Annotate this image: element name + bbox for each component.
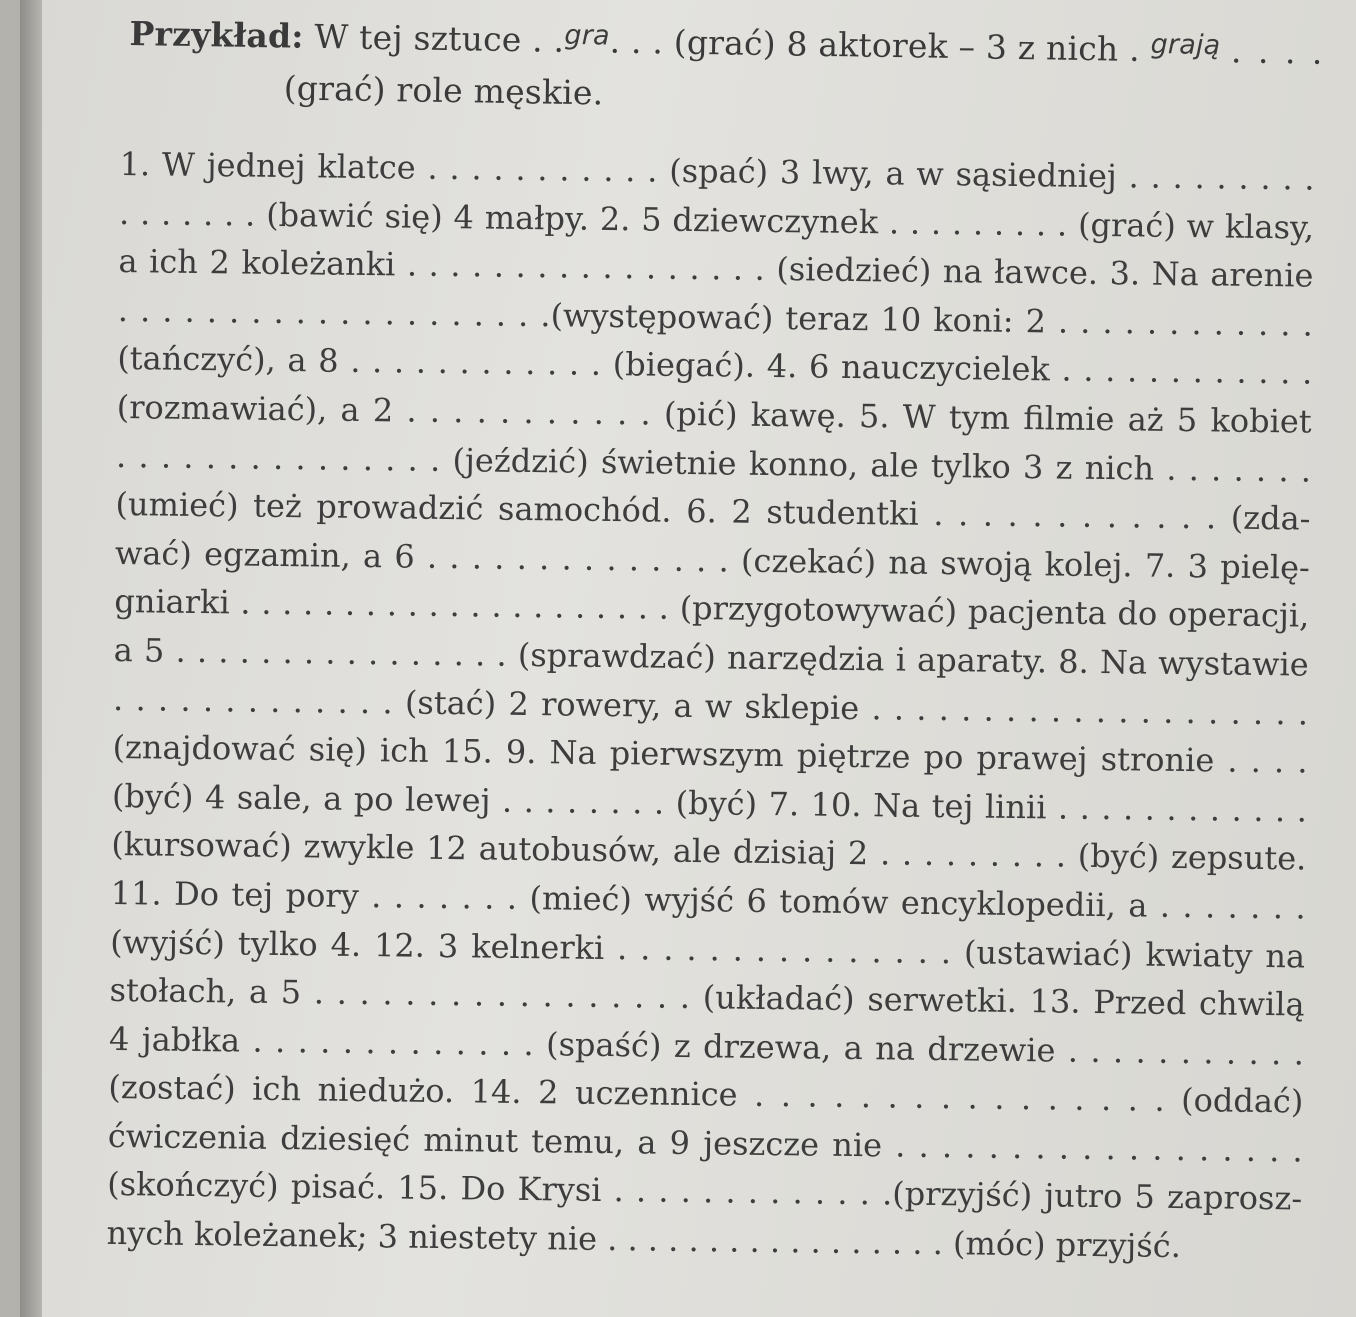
exercise-line: (wyjść) tylko 4. 12. 3 kelnerki . . . . . . . . . . . . . . . (ustawiać) kwiaty na <box>109 922 1306 976</box>
exercise-line: . . . . . . . . . . . . . . . (jeździć) świetnie konno, ale tylko 3 z nich . . . . . . . <box>115 436 1312 490</box>
example-text-b: . . . (grać) 8 aktorek – 3 z nich . <box>609 21 1141 69</box>
handwritten-answer-1: gra <box>564 19 611 52</box>
exercise-line: (zostać) ich niedużo. 14. 2 uczennice . . . . . . . . . . . . . . . . (oddać) <box>108 1068 1304 1121</box>
example-text-c: . . . . <box>1230 31 1326 72</box>
book-spine-shadow <box>20 0 42 1317</box>
exercise-line: 4 jabłka . . . . . . . . . . . . . (spaść) z drzewa, a na drzewie . . . . . . . . . . . <box>108 1019 1305 1073</box>
book-page <box>20 0 1356 1317</box>
exercise-line: (kursować) zwykle 12 autobusów, ale dzisiaj 2 . . . . . . . . . (być) zepsute. <box>111 825 1307 878</box>
example-text-a: W tej sztuce . . <box>314 16 565 60</box>
exercise-line: . . . . . . . (bawić się) 4 małpy. 2. 5 dziewczynek . . . . . . . . . (grać) w klasy, <box>118 193 1315 247</box>
exercise-line: gniarki . . . . . . . . . . . . . . . . . . . . . (przygotowywać) pacjenta do operacji, <box>114 582 1310 635</box>
exercise-line: a ich 2 koleżanki . . . . . . . . . . . . . . . . . (siedzieć) na ławce. 3. Na arenie <box>118 242 1314 295</box>
example-line-2: (grać) role męskie. <box>283 68 604 113</box>
exercise-line: (być) 4 sale, a po lewej . . . . . . . . (być) 7. 10. Na tej linii . . . . . . . . . . . . <box>111 776 1308 830</box>
exercise-line: (tańczyć), a 8 . . . . . . . . . . . . (biegać). 4. 6 nauczycielek . . . . . . . . . . . . <box>117 339 1313 392</box>
exercise-line: nych koleżanek; 3 niestety nie . . . . . . . . . . . . . . . . . (móc) przyjść. <box>106 1213 1182 1266</box>
exercise-line: (skończyć) pisać. 15. Do Krysi . . . . . . . . . . . . .(przyjść) jutro 5 zaprosz- <box>107 1165 1303 1218</box>
exercise-line: 1. W jednej klatce . . . . . . . . . . . (spać) 3 lwy, a w sąsiedniej . . . . . . . . . <box>119 144 1315 198</box>
exercise-line: (umieć) też prowadzić samochód. 6. 2 studentki . . . . . . . . . . . . (zda- <box>115 485 1311 538</box>
exercise-line: stołach, a 5 . . . . . . . . . . . . . . . . . (układać) serwetki. 13. Przed chwilą <box>109 971 1305 1024</box>
exercise-line: . . . . . . . . . . . . . . . . . . . .(występować) teraz 10 koni: 2 . . . . . . . . . . . . <box>117 290 1314 344</box>
exercise-line: wać) egzamin, a 6 . . . . . . . . . . . . . . (czekać) na swoją kolej. 7. 3 pielę- <box>114 533 1311 587</box>
exercise-text-block <box>106 140 1315 1272</box>
example-label: Przykład: <box>129 13 305 56</box>
exercise-line: a 5 . . . . . . . . . . . . . . . . (sprawdzać) narzędzia i aparaty. 8. Na wystawie <box>113 630 1309 684</box>
exercise-line: (rozmawiać), a 2 . . . . . . . . . . . (pić) kawę. 5. W tym filmie aż 5 kobiet <box>116 387 1312 441</box>
exercise-line: 11. Do tej pory . . . . . . . (mieć) wyjść 6 tomów encyklopedii, a . . . . . . . <box>110 873 1306 927</box>
exercise-line: ćwiczenia dziesięć minut temu, a 9 jeszcze nie . . . . . . . . . . . . . . . . . . <box>107 1116 1303 1170</box>
exercise-line: (znajdować się) ich 15. 9. Na pierwszym piętrze po prawej stronie . . . . <box>112 728 1308 781</box>
exercise-line: . . . . . . . . . . . . . (stać) 2 rowery, a w sklepie . . . . . . . . . . . . . . . . . . . . <box>112 679 1309 733</box>
example-block <box>128 8 1326 131</box>
handwritten-answer-2: grają <box>1150 29 1221 62</box>
